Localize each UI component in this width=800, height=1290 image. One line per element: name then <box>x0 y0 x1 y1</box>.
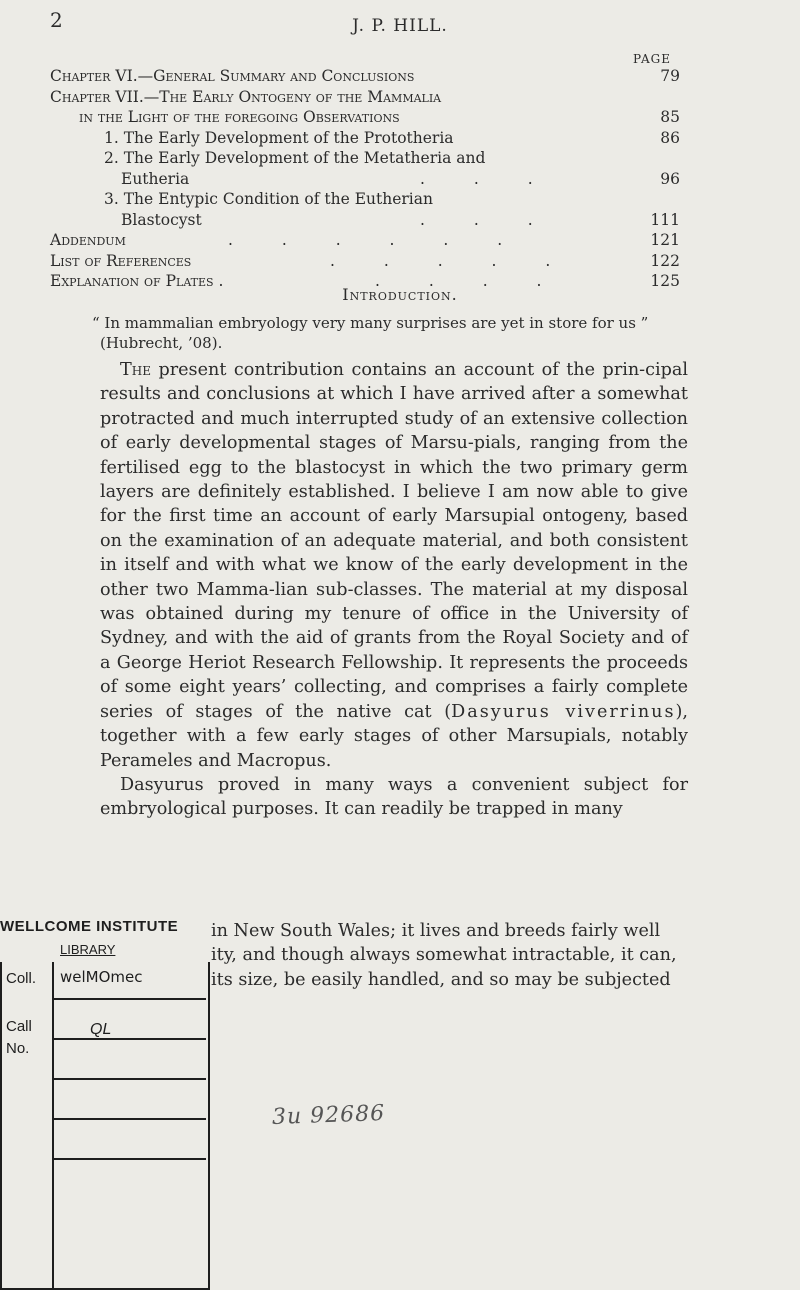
toc-page-label: PAGE <box>633 52 671 66</box>
library-stamp <box>0 918 208 1290</box>
stamp-rule <box>52 1118 206 1120</box>
toc-row <box>50 189 680 210</box>
stamp-divider <box>52 962 54 1288</box>
stamp-institution: WELLCOME INSTITUTE <box>0 918 179 935</box>
page-number: 2 <box>50 8 63 32</box>
toc-row <box>50 128 680 149</box>
stamp-rule <box>52 998 206 1000</box>
toc-entry-page: 85 <box>660 108 680 126</box>
stamp-rule <box>52 1078 206 1080</box>
stamp-grid <box>0 962 210 1290</box>
toc-row <box>50 148 680 169</box>
leader-dots: . . . . . . <box>228 231 525 249</box>
toc-entry-text: 2. The Early Development of the Metatheria and <box>104 149 486 167</box>
text-line: its size, be easily handled, and so may be subjected <box>211 969 671 990</box>
stamp-library: LIBRARY <box>60 942 116 957</box>
text-line: ity, and though always somewhat intractable, it can, <box>211 945 677 966</box>
call-label: Call <box>6 1018 32 1035</box>
toc-entry-page: 122 <box>650 251 680 270</box>
toc-entry-text: 1. The Early Development of the Prototheria <box>104 128 454 147</box>
toc-row <box>50 66 680 87</box>
toc-entry-text: 3. The Entypic Condition of the Eutherian <box>104 190 433 208</box>
toc-row <box>50 210 680 231</box>
paragraph-text: ), together with a few early stages of other Marsupials, notably Perameles and Macropus. <box>100 701 688 771</box>
toc-entry-text: Eutheria <box>121 169 190 188</box>
toc-entry-text: Chapter VII.—The Early Ontogeny of the Mammalia <box>50 87 442 106</box>
toc-entry-text: Addendum <box>50 231 126 249</box>
toc-row <box>50 251 680 272</box>
toc-entry-page: 79 <box>660 67 680 85</box>
toc-entry-text: Blastocyst <box>121 210 202 229</box>
partially-covered-lines <box>211 919 689 992</box>
body-text <box>100 358 688 822</box>
toc-entry-page: 125 <box>650 272 680 290</box>
no-label: No. <box>6 1040 30 1057</box>
leader-dots: . . . <box>420 169 555 188</box>
leader-dots: . . . . <box>375 272 564 290</box>
running-head: J. P. HILL. <box>352 16 448 36</box>
leader-dots: . . . <box>420 210 555 229</box>
toc-entry-page: 96 <box>660 169 680 188</box>
toc-row <box>50 87 680 108</box>
toc-row <box>50 107 680 128</box>
toc-entry-page: 121 <box>650 231 680 249</box>
coll-label: Coll. <box>6 970 37 987</box>
toc-entry-text: Chapter VI.—General Summary and Conclusions <box>50 67 415 85</box>
handwritten-note: 3u 92686 <box>271 1101 386 1130</box>
toc-entry-page: 111 <box>650 210 680 229</box>
toc-entry-text: List of References <box>50 251 192 270</box>
section-heading: Introduction. <box>342 285 458 304</box>
lead-word: The <box>120 360 151 380</box>
toc-row <box>50 230 680 251</box>
toc-entry-text: in the Light of the foregoing Observations <box>79 108 400 126</box>
stamp-rule <box>52 1158 206 1160</box>
leader-dots: . . . . . <box>330 251 573 270</box>
species-name: Dasyurus viverrinus <box>451 701 676 722</box>
paragraph: Dasyurus proved in many ways a convenient subject for embryological purposes. It can readily be trapped in many <box>100 774 688 820</box>
coll-value: welMOmec <box>60 968 143 986</box>
paragraph-text: present contribution contains an account of the prin-cipal results and conclusions at which I have arrived after a somewhat protracted and much interrupted study of an extensive collection of early developmental stages of Marsu-pials, ranging from the fertilised egg to the blastocyst in which the two primary germ layers are definitely established. I believe I am now able to give for the first time an account of early Marsupial ontogeny, based on the examination of an adequate material, and both consistent in itself and with what we know of the early development in the other two Mamma-lian sub-classes. The material at my disposal was obtained during my tenure of office in the University of Sydney, and with the aid of grants from the Royal Society and of a George Heriot Research Fellowship. It represents the proceeds of some eight years’ collecting, and comprises a fairly complete series of stages of the native cat ( <box>100 360 688 722</box>
text-line: in New South Wales; it lives and breeds fairly well <box>211 921 661 941</box>
stamp-rule <box>52 1038 206 1040</box>
epigraph-quote: “ In mammalian embryology very many surprises are yet in store for us ” (Hubrecht, ’08). <box>92 314 649 352</box>
toc-entry-text: Explanation of Plates . <box>50 272 224 290</box>
call-number: QL <box>90 1021 112 1038</box>
toc-row <box>50 169 680 190</box>
paragraph <box>100 358 688 773</box>
toc-entry-page: 86 <box>660 128 680 147</box>
table-of-contents <box>50 66 680 292</box>
